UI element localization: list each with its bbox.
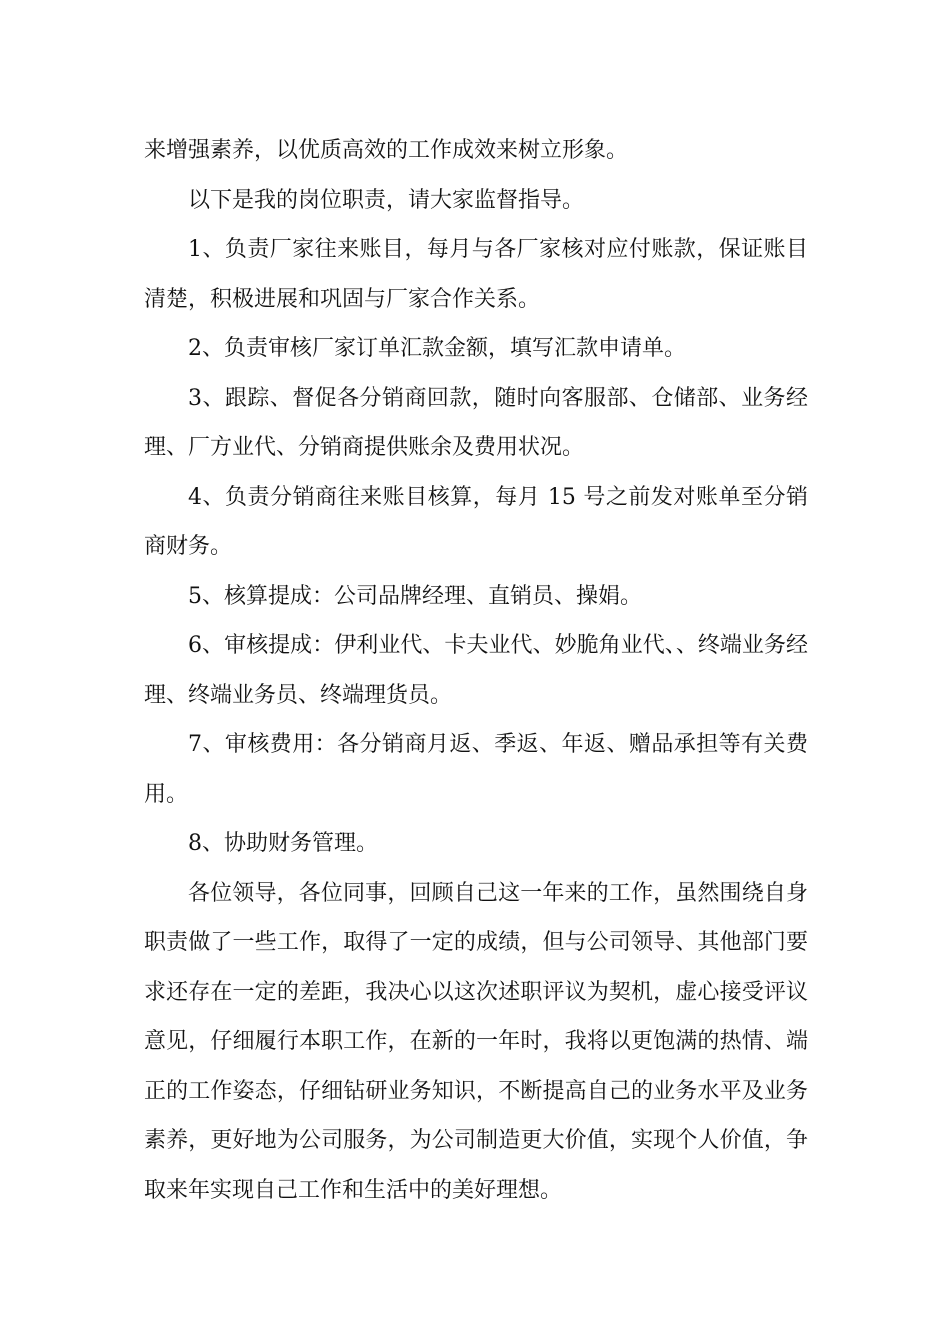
duty-item-6: 6、审核提成：伊利业代、卡夫业代、妙脆角业代、、终端业务经理、终端业务员、终端理货员。 [144, 633, 808, 708]
duty-item-8: 8、协助财务管理。 [188, 831, 378, 856]
duty-item-4: 4、负责分销商往来账目核算，每月 15 号之前发对账单至分销商财务。 [144, 484, 808, 559]
duty-item-7: 7、审核费用：各分销商月返、季返、年返、赠品承担等有关费用。 [144, 732, 808, 807]
duty-item-2: 2、负责审核厂家订单汇款金额，填写汇款申请单。 [188, 336, 686, 361]
paragraph-continuation: 来增强素养，以优质高效的工作成效来树立形象。 [144, 138, 629, 163]
duty-item-3: 3、跟踪、督促各分销商回款，随时向客服部、仓储部、业务经理、厂方业代、分销商提供账余及费用状况。 [144, 385, 808, 460]
paragraph-conclusion: 各位领导，各位同事，回顾自己这一年来的工作，虽然围绕自身职责做了一些工作，取得了一定的成绩，但与公司领导、其他部门要求还存在一定的差距，我决心以这次述职评议为契机，虚心接受评议意见，仔细履行本职工作，在新的一年时，我将以更饱满的热情、端正的工作姿态，仔细钻研业务知识，不断提高自己的业务水平及业务素养，更好地为公司服务，为公司制造更大价值，实现个人价值，争取来年实现自己工作和生活中的美好理想。 [144, 880, 808, 1203]
document-body [144, 126, 808, 1215]
paragraph-intro: 以下是我的岗位职责，请大家监督指导。 [188, 187, 585, 213]
duty-item-1: 1、负责厂家往来账目，每月与各厂家核对应付账款，保证账目清楚，积极进展和巩固与厂家合作关系。 [144, 237, 808, 312]
duty-item-5: 5、核算提成：公司品牌经理、直销员、操娟。 [188, 583, 642, 609]
